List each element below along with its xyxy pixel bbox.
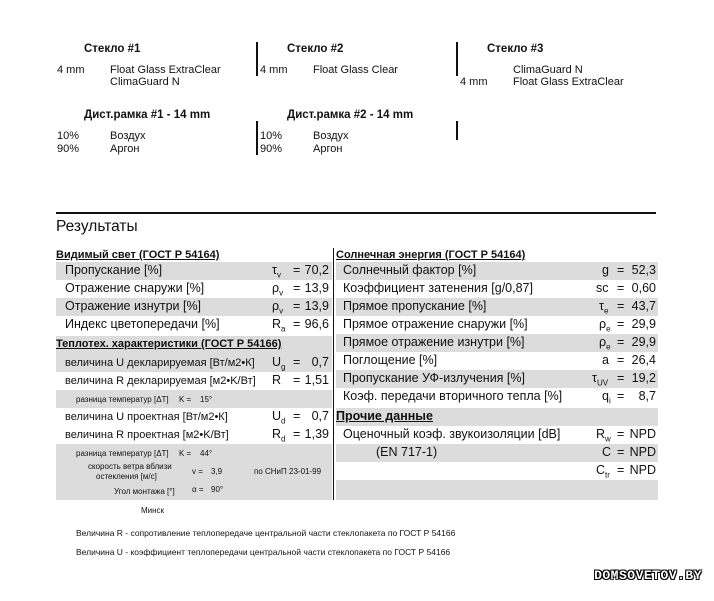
row-value: 8,7 — [638, 389, 656, 403]
row-k-value: 90° — [211, 485, 224, 494]
row-k-value: 44° — [200, 449, 213, 458]
row-value: 29,9 — [631, 335, 656, 349]
row-label: Поглощение [%] — [343, 353, 438, 367]
row-reference: по СНиП 23-01-99 — [254, 467, 322, 476]
row-symbol: g — [602, 263, 609, 277]
row-symbol: $R_d$ — [272, 427, 286, 444]
row-equals: = — [617, 317, 625, 331]
row-label: величина R декларируемая [м2•K/Вт] — [65, 375, 256, 387]
frame-2-gas-2-name: Аргон — [313, 143, 343, 155]
solar-row-factor — [336, 262, 658, 280]
row-value: 1,51 — [304, 373, 329, 387]
solar-row-absorption — [336, 352, 658, 370]
row-value: 26,4 — [631, 353, 656, 367]
row-label: Угол монтажа [°] — [114, 487, 175, 496]
row-equals: = — [293, 373, 301, 387]
thermal-u-declared — [56, 354, 332, 372]
results-rule — [56, 212, 656, 214]
row-equals: = — [293, 299, 301, 313]
frame-2-gas-2-pct: 90% — [260, 143, 283, 155]
frame-1-gas-1-pct: 10% — [57, 130, 80, 142]
row-symbol: $\rho_v$ — [272, 299, 284, 316]
frame-2-gas-1-pct: 10% — [260, 130, 283, 142]
row-equals: = — [617, 263, 625, 277]
row-symbol: $\tau_e$ — [599, 299, 609, 316]
row-label: Коэффициент затенения [g/0,87] — [343, 281, 533, 295]
solar-row-reflect-in — [336, 334, 658, 352]
row-equals: = — [293, 263, 301, 277]
row-symbol: $U_d$ — [272, 409, 286, 426]
row-label: величина U декларируемая [Вт/м2•К] — [65, 357, 255, 369]
row-symbol: $\rho_v$ — [272, 281, 284, 298]
row-value: NPD — [629, 445, 656, 459]
visible-row-transmission — [56, 262, 332, 280]
row-equals: = — [617, 371, 625, 385]
row-value: 0,7 — [311, 355, 329, 369]
row-equals: = — [293, 409, 301, 423]
glass-3-type: Float Glass ExtraClear — [513, 76, 624, 88]
row-value: 1,39 — [304, 427, 329, 441]
solar-row-reflect-out — [336, 316, 658, 334]
row-value: NPD — [629, 427, 656, 441]
glass-2-thickness: 4 mm — [260, 64, 288, 76]
thermal-angle — [56, 482, 332, 500]
row-label: Пропускание УФ-излучения [%] — [343, 371, 525, 385]
row-label: Прямое отражение изнутри [%] — [343, 335, 525, 349]
visible-light-header: Видимый свет (ГОСТ Р 54164) — [56, 249, 220, 261]
glass-2-title: Стекло #2 — [287, 43, 344, 55]
frame-1-gas-2-name: Аргон — [110, 143, 140, 155]
row-symbol: $\tau_v$ — [272, 263, 281, 280]
divider — [456, 42, 458, 76]
row-symbol: $\rho_e$ — [599, 317, 611, 334]
row-label: Отражение изнутри [%] — [65, 299, 202, 313]
row-value: 0,7 — [311, 409, 329, 423]
row-label: величина U проектная [Вт/м2•К] — [65, 411, 228, 423]
row-k: α = — [192, 485, 204, 494]
other-row-ctr — [336, 462, 658, 480]
glass-1-type: Float Glass ExtraClear — [110, 64, 221, 76]
row-value: 52,3 — [631, 263, 656, 277]
city: Минск — [141, 506, 165, 515]
divider — [256, 121, 258, 155]
row-k: v = — [192, 467, 203, 476]
other-header: Прочие данные — [336, 409, 433, 423]
row-equals: = — [293, 355, 301, 369]
row-label: Солнечный фактор [%] — [343, 263, 477, 277]
thermal-wind — [56, 462, 332, 482]
row-symbol: $R_a$ — [272, 317, 286, 334]
visible-row-color-index — [56, 316, 332, 334]
row-value: 19,2 — [631, 371, 656, 385]
frame-1-gas-2-pct: 90% — [57, 143, 80, 155]
row-label: величина R проектная [м2•K/Вт] — [65, 429, 229, 441]
other-blank-row — [336, 480, 658, 500]
row-label: Коэф. передачи вторичного тепла [%] — [343, 389, 563, 403]
row-value: NPD — [629, 463, 656, 477]
row-label: разница температур [ΔT] — [76, 395, 169, 404]
column-divider — [333, 248, 334, 500]
glass-2-type: Float Glass Clear — [313, 64, 398, 76]
frame-2-gas-1-name: Воздух — [313, 130, 349, 142]
row-equals: = — [617, 427, 625, 441]
row-symbol: $q_i$ — [602, 389, 611, 406]
thermal-header-row — [56, 336, 332, 354]
row-label: Прямое пропускание [%] — [343, 299, 487, 313]
row-symbol: $C_{tr}$ — [596, 463, 610, 480]
row-label: Пропускание [%] — [65, 263, 163, 277]
watermark: DOMSOVETOV.BY — [594, 568, 702, 583]
row-value: 13,9 — [304, 281, 329, 295]
thermal-header: Теплотех. характеристики (ГОСТ Р 54166) — [56, 338, 282, 350]
row-equals: = — [617, 281, 625, 295]
row-k: K = — [179, 449, 192, 458]
row-symbol: $R_w$ — [596, 427, 611, 444]
solar-row-shading — [336, 280, 658, 298]
thermal-dt-2 — [56, 444, 332, 462]
row-value: 70,2 — [304, 263, 329, 277]
row-label-1: скорость ветра вблизи — [88, 462, 172, 471]
thermal-r-declared — [56, 372, 332, 390]
row-symbol: sc — [596, 281, 609, 295]
note-u: Величина U - коэффициент теплопередачи центральной части стеклопакета по ГОСТ Р 54166 — [76, 547, 451, 557]
other-row-c — [336, 444, 658, 462]
row-equals: = — [617, 389, 625, 403]
row-value: 43,7 — [631, 299, 656, 313]
other-header-row — [336, 408, 658, 426]
row-value: 29,9 — [631, 317, 656, 331]
row-label: Отражение снаружи [%] — [65, 281, 205, 295]
row-symbol: $U_g$ — [272, 355, 286, 372]
sound-standard: (EN 717-1) — [376, 445, 438, 459]
solar-row-uv — [336, 370, 658, 388]
solar-row-secondary-heat — [336, 388, 658, 406]
row-equals: = — [293, 281, 301, 295]
other-row-rw — [336, 426, 658, 444]
row-value: 96,6 — [304, 317, 329, 331]
thermal-u-project — [56, 408, 332, 426]
glass-3-title: Стекло #3 — [487, 43, 544, 55]
row-equals: = — [293, 317, 301, 331]
solar-header: Солнечная энергия (ГОСТ Р 54164) — [336, 249, 526, 261]
row-equals: = — [617, 463, 625, 477]
row-k-value: 3,9 — [211, 467, 223, 476]
glass-3-thickness: 4 mm — [460, 76, 488, 88]
frame-2-title: Дист.рамка #2 - 14 mm — [287, 109, 414, 121]
row-equals: = — [617, 353, 625, 367]
frame-1-title: Дист.рамка #1 - 14 mm — [84, 109, 211, 121]
row-symbol: $\tau_{UV}$ — [592, 371, 609, 388]
row-label: Индекс цветопередачи [%] — [65, 317, 220, 331]
row-equals: = — [293, 427, 301, 441]
row-label: Прямое отражение снаружи [%] — [343, 317, 528, 331]
glass-1-title: Стекло #1 — [84, 43, 141, 55]
thermal-dt-1 — [56, 390, 332, 408]
row-symbol: R — [272, 373, 282, 387]
row-label-2: остекления [м/с] — [96, 472, 157, 481]
divider — [456, 121, 458, 140]
row-equals: = — [617, 335, 625, 349]
glass-1-coating: ClimaGuard N — [110, 76, 180, 88]
thermal-r-project — [56, 426, 332, 444]
divider — [256, 42, 258, 76]
row-symbol: C — [602, 445, 612, 459]
solar-row-direct-transmission — [336, 298, 658, 316]
sound-label: Оценочный коэф. звукоизоляции [dB] — [343, 427, 561, 441]
row-label: разница температур [ΔT] — [76, 449, 169, 458]
row-k-value: 15° — [200, 395, 213, 404]
row-symbol: a — [602, 353, 609, 367]
row-equals: = — [617, 445, 625, 459]
glass-1-thickness: 4 mm — [57, 64, 85, 76]
visible-row-reflect-out — [56, 280, 332, 298]
note-r: Величина R - сопротивление теплопередаче центральной части стеклопакета по ГОСТ Р 54166 — [76, 528, 456, 538]
frame-1-gas-1-name: Воздух — [110, 130, 146, 142]
row-k: K = — [179, 395, 192, 404]
row-symbol: $\rho_e$ — [599, 335, 611, 352]
results-title: Результаты — [56, 218, 138, 235]
glass-3-coating: ClimaGuard N — [513, 64, 583, 76]
row-equals: = — [617, 299, 625, 313]
visible-row-reflect-in — [56, 298, 332, 316]
row-value: 0,60 — [631, 281, 656, 295]
row-value: 13,9 — [304, 299, 329, 313]
